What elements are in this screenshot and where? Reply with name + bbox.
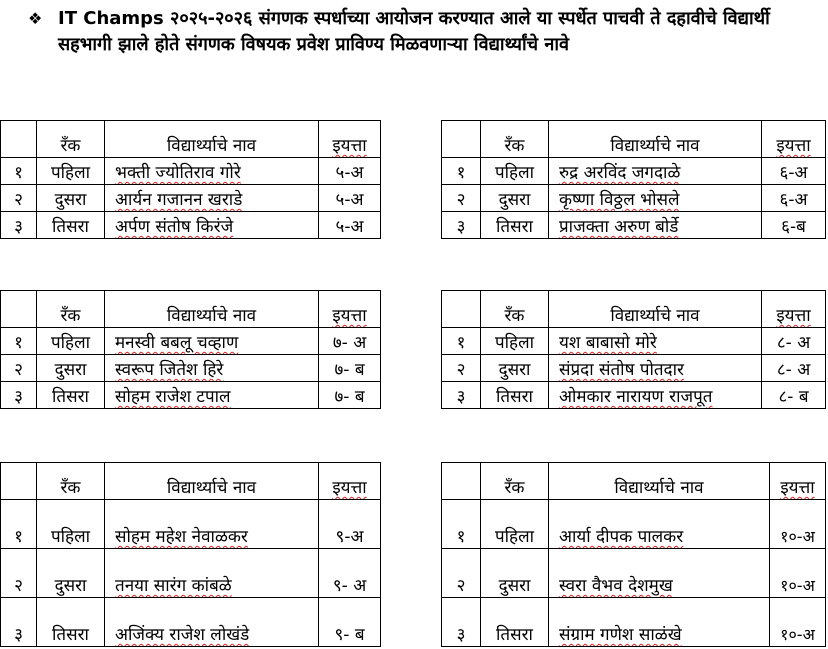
header-class: इयत्ता bbox=[770, 463, 826, 500]
row-name: आर्या दीपक पालकर bbox=[549, 500, 770, 549]
row-number: २ bbox=[1, 355, 37, 382]
row-name: ओमकार नारायण राजपूत bbox=[549, 382, 762, 409]
header-rank: रँक bbox=[481, 463, 549, 500]
row-number: १ bbox=[442, 328, 481, 355]
row-name: कृष्णा विठ्ठल भोसले bbox=[549, 185, 762, 212]
row-name: स्वरूप जितेश हिरे bbox=[105, 355, 319, 382]
row-number: १ bbox=[1, 328, 37, 355]
row-class: ९- ब bbox=[319, 598, 381, 647]
header-blank bbox=[442, 291, 481, 328]
table-header-row bbox=[1, 463, 381, 500]
header-name: विद्यार्थ्याचे नाव bbox=[105, 291, 319, 328]
header-blank bbox=[1, 291, 37, 328]
table-row bbox=[1, 158, 381, 185]
header-blank bbox=[442, 121, 481, 158]
header-rank: रँक bbox=[37, 121, 105, 158]
table-row bbox=[1, 328, 381, 355]
row-class: १०-अ bbox=[770, 598, 826, 647]
header-rank: रँक bbox=[481, 121, 549, 158]
table-header-row bbox=[442, 463, 826, 500]
row-rank: दुसरा bbox=[37, 185, 105, 212]
results-table-class-7 bbox=[0, 290, 381, 409]
row-number: ३ bbox=[442, 598, 481, 647]
row-name: रुद्र अरविंद जगदाळे bbox=[549, 158, 762, 185]
row-rank: तिसरा bbox=[37, 598, 105, 647]
row-rank: पहिला bbox=[37, 328, 105, 355]
header-blank bbox=[1, 121, 37, 158]
row-class: ५-अ bbox=[319, 212, 381, 239]
header-name: विद्यार्थ्याचे नाव bbox=[549, 121, 762, 158]
row-class: ७- ब bbox=[319, 355, 381, 382]
row-number: २ bbox=[442, 185, 481, 212]
row-rank: पहिला bbox=[481, 328, 549, 355]
row-class: ६-अ bbox=[762, 185, 826, 212]
row-class: १०-अ bbox=[770, 500, 826, 549]
header-blank bbox=[442, 463, 481, 500]
row-rank: दुसरा bbox=[37, 549, 105, 598]
row-class: ८- अ bbox=[762, 328, 826, 355]
row-rank: दुसरा bbox=[37, 355, 105, 382]
row-class: ७- ब bbox=[319, 382, 381, 409]
table-row bbox=[442, 158, 826, 185]
row-number: १ bbox=[1, 158, 37, 185]
row-rank: दुसरा bbox=[481, 549, 549, 598]
table-row bbox=[442, 185, 826, 212]
row-rank: तिसरा bbox=[37, 382, 105, 409]
row-number: ३ bbox=[442, 212, 481, 239]
header-name: विद्यार्थ्याचे नाव bbox=[105, 463, 319, 500]
header-class: इयत्ता bbox=[762, 291, 826, 328]
heading-text: IT Champs २०२५-२०२६ संगणक स्पर्धाच्या आयोजन करण्यात आले या स्पर्धेत पाचवी ते दहावीचे विद्यार्थी सहभागी झाले होते संगणक विषयक प्रवेश प्राविण्य मिळवणाऱ्या विद्यार्थ्यांचे नावे bbox=[58, 8, 770, 55]
table-row bbox=[1, 598, 381, 647]
header-rank: रँक bbox=[37, 463, 105, 500]
row-class: ६-ब bbox=[762, 212, 826, 239]
row-rank: दुसरा bbox=[481, 185, 549, 212]
table-row bbox=[1, 355, 381, 382]
table-row bbox=[442, 212, 826, 239]
row-rank: पहिला bbox=[37, 158, 105, 185]
row-number: ३ bbox=[1, 212, 37, 239]
row-class: ९- अ bbox=[319, 549, 381, 598]
row-number: २ bbox=[442, 549, 481, 598]
results-table-class-6 bbox=[441, 120, 826, 239]
table-header-row bbox=[1, 291, 381, 328]
header-name: विद्यार्थ्याचे नाव bbox=[549, 463, 770, 500]
results-table-class-8 bbox=[441, 290, 826, 409]
row-name: अजिंक्य राजेश लोखंडे bbox=[105, 598, 319, 647]
table-row bbox=[1, 212, 381, 239]
row-number: १ bbox=[442, 158, 481, 185]
results-table-class-10 bbox=[441, 462, 826, 647]
header-rank: रँक bbox=[37, 291, 105, 328]
header-name: विद्यार्थ्याचे नाव bbox=[549, 291, 762, 328]
row-class: ८- अ bbox=[762, 355, 826, 382]
row-rank: पहिला bbox=[37, 500, 105, 549]
header-class: इयत्ता bbox=[319, 121, 381, 158]
row-number: १ bbox=[442, 500, 481, 549]
row-name: सोहम महेश नेवाळकर bbox=[105, 500, 319, 549]
row-rank: तिसरा bbox=[37, 212, 105, 239]
row-class: ५-अ bbox=[319, 158, 381, 185]
row-number: ३ bbox=[1, 598, 37, 647]
table-row bbox=[442, 549, 826, 598]
row-rank: पहिला bbox=[481, 500, 549, 549]
table-header-row bbox=[1, 121, 381, 158]
table-row bbox=[1, 185, 381, 212]
row-name: संप्रदा संतोष पोतदार bbox=[549, 355, 762, 382]
row-name: मनस्वी बबलू चव्हाण bbox=[105, 328, 319, 355]
row-number: ३ bbox=[442, 382, 481, 409]
row-rank: दुसरा bbox=[481, 355, 549, 382]
header-class: इयत्ता bbox=[762, 121, 826, 158]
table-row bbox=[1, 382, 381, 409]
row-rank: पहिला bbox=[481, 158, 549, 185]
row-rank: तिसरा bbox=[481, 212, 549, 239]
row-class: १०-अ bbox=[770, 549, 826, 598]
row-name: स्वरा वैभव देशमुख bbox=[549, 549, 770, 598]
page-heading bbox=[28, 6, 808, 58]
header-blank bbox=[1, 463, 37, 500]
table-row bbox=[1, 549, 381, 598]
header-class: इयत्ता bbox=[319, 291, 381, 328]
table-row bbox=[442, 382, 826, 409]
header-name: विद्यार्थ्याचे नाव bbox=[105, 121, 319, 158]
row-class: ६-अ bbox=[762, 158, 826, 185]
diamond-bullet-icon: ❖ bbox=[28, 9, 43, 28]
table-row bbox=[442, 500, 826, 549]
row-number: २ bbox=[1, 185, 37, 212]
table-header-row bbox=[442, 291, 826, 328]
row-number: २ bbox=[442, 355, 481, 382]
row-name: सोहम राजेश टपाल bbox=[105, 382, 319, 409]
row-name: संग्राम गणेश साळंखे bbox=[549, 598, 770, 647]
row-class: ९-अ bbox=[319, 500, 381, 549]
row-name: आर्यन गजानन खराडे bbox=[105, 185, 319, 212]
results-table-class-5 bbox=[0, 120, 381, 239]
table-header-row bbox=[442, 121, 826, 158]
row-number: १ bbox=[1, 500, 37, 549]
row-number: ३ bbox=[1, 382, 37, 409]
row-name: भक्ती ज्योतिराव गोरे bbox=[105, 158, 319, 185]
table-row bbox=[442, 598, 826, 647]
table-row bbox=[1, 500, 381, 549]
row-class: ५-अ bbox=[319, 185, 381, 212]
results-table-class-9 bbox=[0, 462, 381, 647]
row-name: प्राजक्ता अरुण बोर्डे bbox=[549, 212, 762, 239]
row-number: २ bbox=[1, 549, 37, 598]
table-row bbox=[442, 355, 826, 382]
header-rank: रँक bbox=[481, 291, 549, 328]
row-class: ७- अ bbox=[319, 328, 381, 355]
row-name: अर्पण संतोष किरंजे bbox=[105, 212, 319, 239]
table-row bbox=[442, 328, 826, 355]
row-class: ८- ब bbox=[762, 382, 826, 409]
row-name: यश बाबासो मोरे bbox=[549, 328, 762, 355]
header-class: इयत्ता bbox=[319, 463, 381, 500]
row-rank: तिसरा bbox=[481, 382, 549, 409]
row-name: तनया सारंग कांबळे bbox=[105, 549, 319, 598]
row-rank: तिसरा bbox=[481, 598, 549, 647]
